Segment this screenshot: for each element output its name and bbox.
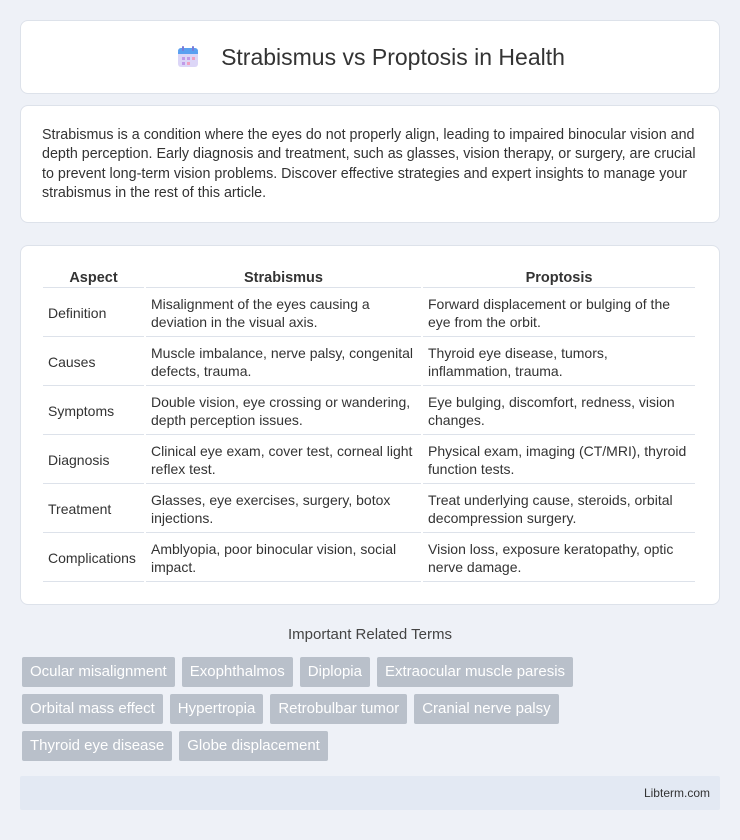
row-proptosis: Forward displacement or bulging of the eye from the orbit. <box>423 290 695 337</box>
related-term-tag[interactable]: Thyroid eye disease <box>22 731 172 761</box>
row-proptosis: Thyroid eye disease, tumors, inflammation, trauma. <box>423 339 695 386</box>
row-proptosis: Vision loss, exposure keratopathy, optic nerve damage. <box>423 535 695 582</box>
table-row <box>43 535 695 582</box>
header-aspect: Aspect <box>43 268 144 288</box>
related-term-tag[interactable]: Orbital mass effect <box>22 694 163 724</box>
related-term-tag[interactable]: Extraocular muscle paresis <box>377 657 573 687</box>
related-term-tag[interactable]: Exophthalmos <box>182 657 293 687</box>
table-row <box>43 486 695 533</box>
footer <box>20 776 720 810</box>
row-strabismus: Misalignment of the eyes causing a deviation in the visual axis. <box>146 290 421 337</box>
intro-card <box>20 105 720 223</box>
header-card <box>20 20 720 94</box>
table-row <box>43 437 695 484</box>
row-strabismus: Clinical eye exam, cover test, corneal light reflex test. <box>146 437 421 484</box>
row-strabismus: Glasses, eye exercises, surgery, botox injections. <box>146 486 421 533</box>
row-aspect: Causes <box>43 339 144 386</box>
page-title: Strabismus vs Proptosis in Health <box>221 43 565 70</box>
row-aspect: Symptoms <box>43 388 144 435</box>
row-aspect: Definition <box>43 290 144 337</box>
related-term-tag[interactable]: Retrobulbar tumor <box>270 694 407 724</box>
related-terms-title: Important Related Terms <box>288 626 452 643</box>
row-proptosis: Eye bulging, discomfort, redness, vision changes. <box>423 388 695 435</box>
comparison-card <box>20 245 720 605</box>
intro-text: Strabismus is a condition where the eyes do not properly align, leading to impaired binocular vision and depth perception. Early diagnosis and treatment, such as glasses, vision therapy, or surgery, are crucial to prevent long-term vision problems. Discover effective strategies and expert insights to manage your strabismus in the rest of this article. <box>42 127 696 201</box>
row-aspect: Diagnosis <box>43 437 144 484</box>
row-strabismus: Muscle imbalance, nerve palsy, congenital defects, trauma. <box>146 339 421 386</box>
row-aspect: Treatment <box>43 486 144 533</box>
header-strabismus: Strabismus <box>146 268 421 288</box>
related-term-tag[interactable]: Cranial nerve palsy <box>414 694 558 724</box>
row-strabismus: Double vision, eye crossing or wandering, depth perception issues. <box>146 388 421 435</box>
table-header-row <box>43 268 695 288</box>
row-proptosis: Physical exam, imaging (CT/MRI), thyroid function tests. <box>423 437 695 484</box>
table-row <box>43 339 695 386</box>
header-proptosis: Proptosis <box>423 268 695 288</box>
row-proptosis: Treat underlying cause, steroids, orbital decompression surgery. <box>423 486 695 533</box>
related-term-tag[interactable]: Hypertropia <box>170 694 264 724</box>
related-terms-list <box>22 657 622 761</box>
row-strabismus: Amblyopia, poor binocular vision, social impact. <box>146 535 421 582</box>
related-term-tag[interactable]: Globe displacement <box>179 731 328 761</box>
table-row <box>43 388 695 435</box>
comparison-table <box>41 266 697 584</box>
related-term-tag[interactable]: Diplopia <box>300 657 370 687</box>
calendar-icon <box>175 44 201 70</box>
footer-site-link[interactable]: Libterm.com <box>643 786 710 800</box>
table-row <box>43 290 695 337</box>
related-term-tag[interactable]: Ocular misalignment <box>22 657 175 687</box>
row-aspect: Complications <box>43 535 144 582</box>
